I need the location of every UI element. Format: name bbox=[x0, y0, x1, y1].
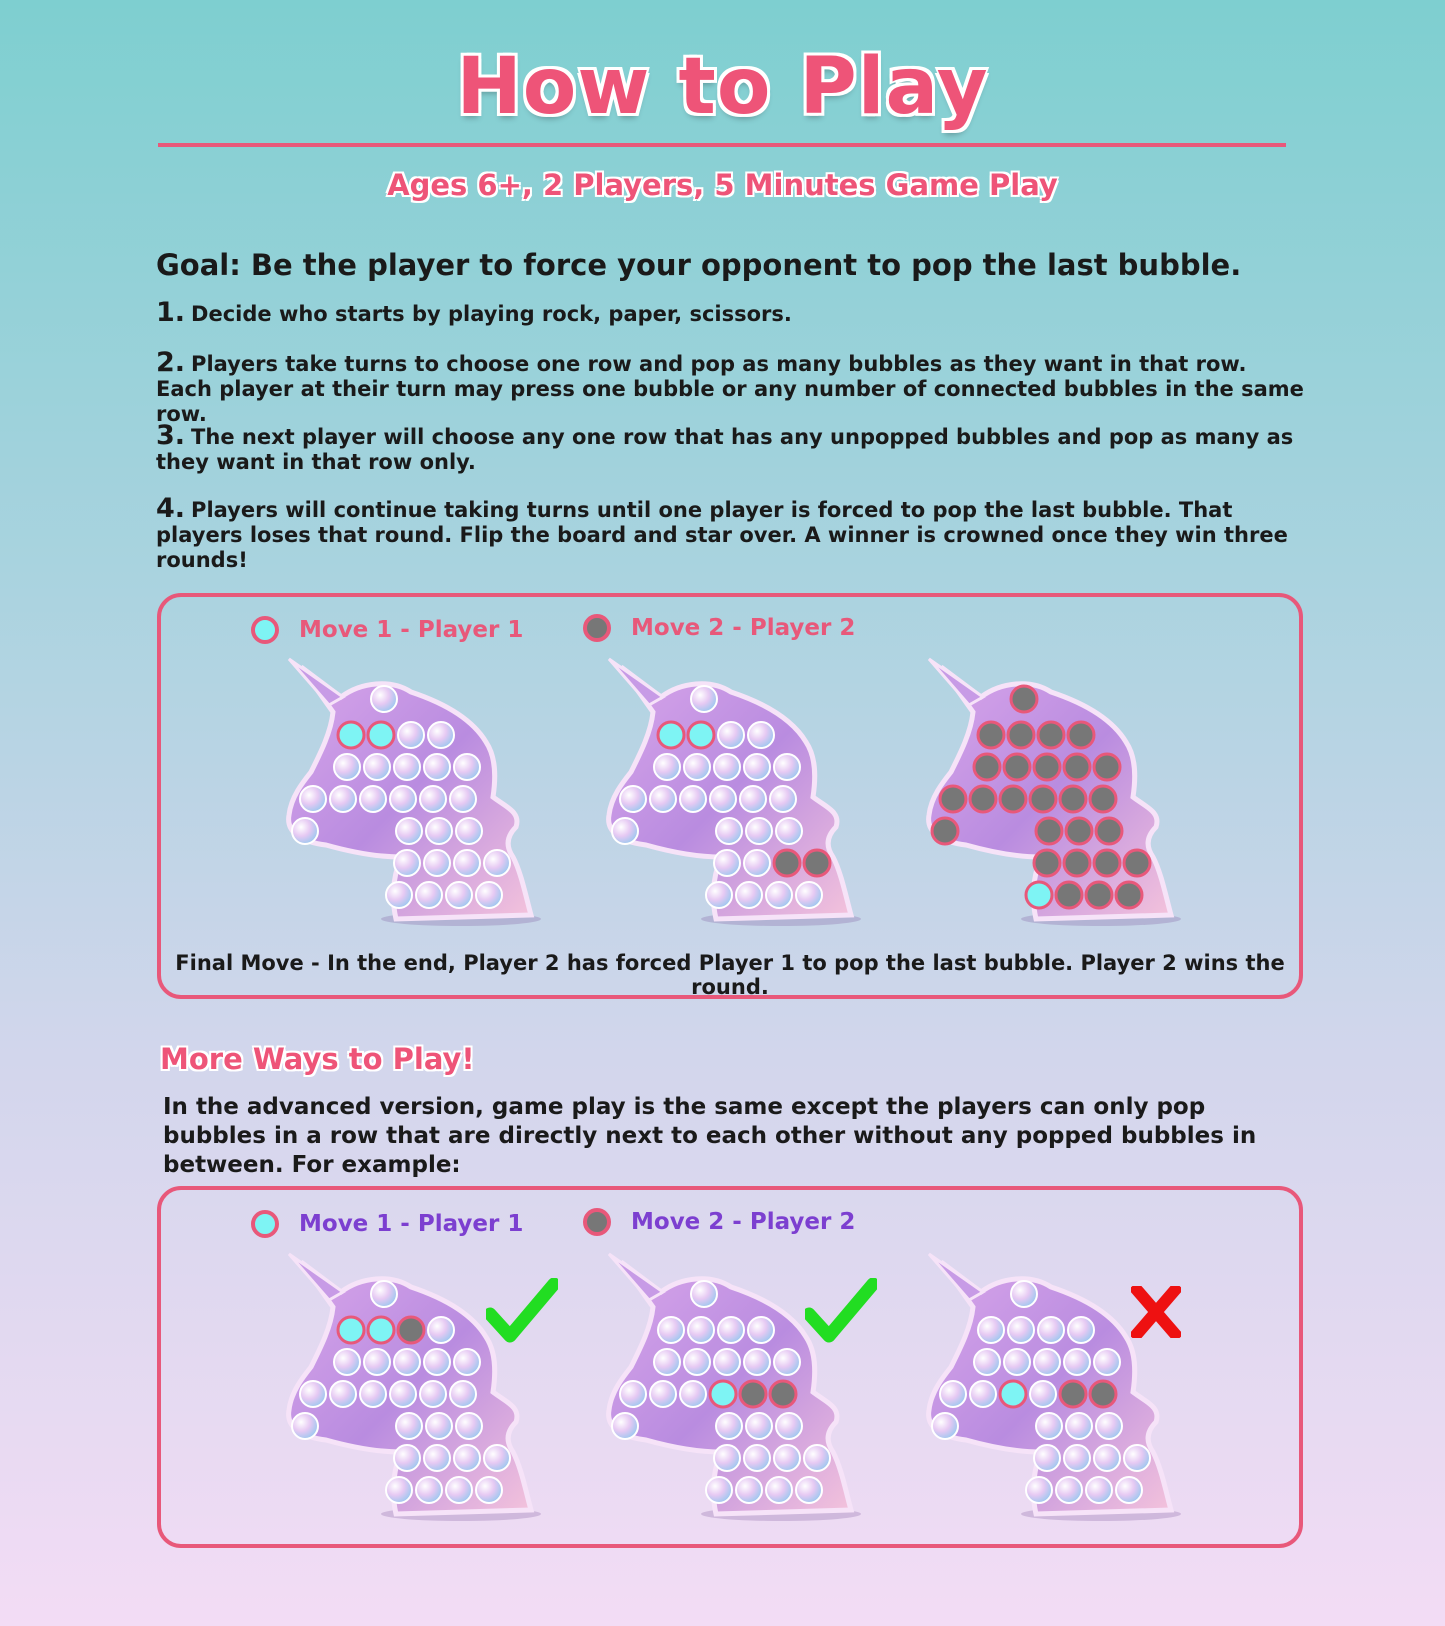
bubble bbox=[394, 754, 420, 780]
bubble bbox=[1034, 1445, 1060, 1471]
player-2-dot-icon bbox=[583, 614, 611, 642]
bubble bbox=[476, 1477, 502, 1503]
bubble bbox=[718, 1317, 744, 1343]
bubble bbox=[338, 1317, 364, 1343]
unicorn-horn bbox=[929, 659, 983, 705]
bubble bbox=[974, 754, 1000, 780]
bubble bbox=[744, 850, 770, 876]
bubble bbox=[714, 1349, 740, 1375]
bubble bbox=[691, 1281, 717, 1307]
bubble bbox=[484, 850, 510, 876]
bubble bbox=[744, 754, 770, 780]
bubble bbox=[770, 786, 796, 812]
rule-step-4 bbox=[156, 493, 1306, 573]
bubble bbox=[416, 882, 442, 908]
bubble bbox=[1116, 882, 1142, 908]
bubble bbox=[446, 1477, 472, 1503]
bubble bbox=[394, 1349, 420, 1375]
bubble bbox=[424, 754, 450, 780]
bubble bbox=[1096, 818, 1122, 844]
bubble bbox=[932, 818, 958, 844]
bubble bbox=[620, 1381, 646, 1407]
bubble bbox=[714, 754, 740, 780]
unicorn-horn bbox=[289, 1254, 343, 1300]
bubble bbox=[744, 1445, 770, 1471]
bubble bbox=[338, 722, 364, 748]
bubble bbox=[974, 1349, 1000, 1375]
bubble bbox=[766, 882, 792, 908]
bubble bbox=[1124, 1445, 1150, 1471]
bubble bbox=[774, 1445, 800, 1471]
check-icon bbox=[486, 1278, 558, 1344]
bubble bbox=[1008, 1317, 1034, 1343]
bubble bbox=[446, 882, 472, 908]
bubble bbox=[398, 1317, 424, 1343]
step-text: Decide who starts by playing rock, paper, scissors. bbox=[191, 302, 792, 326]
bubble bbox=[776, 818, 802, 844]
step-text: The next player will choose any one row that has any unpopped bubbles and pop as many as they want in that row only. bbox=[156, 425, 1294, 474]
bubble bbox=[1008, 722, 1034, 748]
rule-step-2 bbox=[156, 347, 1306, 427]
example-panel-advanced bbox=[157, 1186, 1303, 1548]
bubble bbox=[736, 882, 762, 908]
bubble bbox=[978, 1317, 1004, 1343]
bubble bbox=[1036, 818, 1062, 844]
bubble bbox=[360, 1381, 386, 1407]
step-text: Players will continue taking turns until one player is forced to pop the last bubble. That players loses that round. Flip the board and star over. A winner is crowned once they win three rounds! bbox=[156, 498, 1288, 572]
page-title: How to Play bbox=[456, 42, 989, 132]
unicorn-board-final bbox=[921, 657, 1191, 927]
unicorn-board-move-2 bbox=[601, 657, 871, 927]
bubble bbox=[420, 1381, 446, 1407]
bubble bbox=[371, 1281, 397, 1307]
bubble bbox=[714, 1445, 740, 1471]
bubble bbox=[612, 818, 638, 844]
step-number: 4. bbox=[156, 493, 186, 524]
bubble bbox=[454, 1445, 480, 1471]
bubble bbox=[1064, 754, 1090, 780]
bubble bbox=[450, 786, 476, 812]
bubble bbox=[804, 850, 830, 876]
bubble bbox=[1004, 754, 1030, 780]
bubble bbox=[680, 1381, 706, 1407]
bubble bbox=[1060, 786, 1086, 812]
bubble bbox=[1004, 1349, 1030, 1375]
bubble bbox=[420, 786, 446, 812]
bubble bbox=[654, 1349, 680, 1375]
bubble bbox=[706, 1477, 732, 1503]
bubble bbox=[684, 754, 710, 780]
player-2-dot-icon bbox=[583, 1208, 611, 1236]
check-icon bbox=[805, 1278, 877, 1344]
bubble bbox=[718, 722, 744, 748]
bubble bbox=[1026, 1477, 1052, 1503]
bubble bbox=[1030, 786, 1056, 812]
bubble bbox=[766, 1477, 792, 1503]
bubble bbox=[1038, 722, 1064, 748]
bubble bbox=[1094, 754, 1120, 780]
bubble bbox=[334, 754, 360, 780]
bubble bbox=[426, 818, 452, 844]
bubble bbox=[650, 786, 676, 812]
bubble bbox=[1000, 786, 1026, 812]
bubble bbox=[1034, 850, 1060, 876]
bubble bbox=[454, 850, 480, 876]
bubble bbox=[330, 1381, 356, 1407]
bubble bbox=[1011, 1281, 1037, 1307]
bubble bbox=[456, 818, 482, 844]
unicorn-horn bbox=[609, 1254, 663, 1300]
bubble bbox=[710, 786, 736, 812]
bubble bbox=[1086, 1477, 1112, 1503]
bubble bbox=[740, 1381, 766, 1407]
bubble bbox=[658, 1317, 684, 1343]
bubble bbox=[940, 786, 966, 812]
unicorn-board-move-1 bbox=[281, 657, 551, 927]
rule-step-1 bbox=[156, 297, 1306, 328]
bubble bbox=[428, 1317, 454, 1343]
bubble bbox=[292, 818, 318, 844]
step-text: Players take turns to choose one row and pop as many bubbles as they want in that row. Each player at their turn may press one bubble or any number of connected bubbles in the same row. bbox=[156, 352, 1304, 426]
bubble bbox=[748, 1317, 774, 1343]
bubble bbox=[796, 882, 822, 908]
bubble bbox=[796, 1477, 822, 1503]
bubble bbox=[684, 1349, 710, 1375]
bubble bbox=[714, 850, 740, 876]
bubble bbox=[1094, 850, 1120, 876]
bubble bbox=[371, 686, 397, 712]
unicorn-horn bbox=[609, 659, 663, 705]
bubble bbox=[970, 1381, 996, 1407]
bubble bbox=[368, 722, 394, 748]
bubble bbox=[706, 882, 732, 908]
step-number: 1. bbox=[156, 297, 186, 328]
bubble bbox=[710, 1381, 736, 1407]
bubble bbox=[748, 722, 774, 748]
bubble bbox=[736, 1477, 762, 1503]
bubble bbox=[1000, 1381, 1026, 1407]
bubble bbox=[774, 1349, 800, 1375]
bubble bbox=[691, 686, 717, 712]
more-ways-title: More Ways to Play! bbox=[160, 1042, 475, 1076]
bubble bbox=[360, 786, 386, 812]
bubble bbox=[1094, 1445, 1120, 1471]
more-ways-text: In the advanced version, game play is the same except the players can only pop bubbles in a row that are directly next to each other without any popped bubbles in between. For example: bbox=[163, 1094, 1257, 1178]
bubble bbox=[970, 786, 996, 812]
example-caption: Final Move - In the end, Player 2 has forced Player 1 to pop the last bubble. Player 2 wins the round. bbox=[175, 951, 1285, 999]
bubble bbox=[688, 1317, 714, 1343]
bubble bbox=[612, 1413, 638, 1439]
player-1-dot-icon bbox=[251, 1210, 279, 1238]
bubble bbox=[424, 1349, 450, 1375]
bubble bbox=[334, 1349, 360, 1375]
bubble bbox=[1090, 786, 1116, 812]
bubble bbox=[394, 1445, 420, 1471]
bubble bbox=[804, 1445, 830, 1471]
bubble bbox=[1030, 1381, 1056, 1407]
bubble bbox=[454, 754, 480, 780]
bubble bbox=[1094, 1349, 1120, 1375]
bubble bbox=[1026, 882, 1052, 908]
legend-move-1 bbox=[251, 1210, 523, 1238]
bubble bbox=[330, 786, 356, 812]
bubble bbox=[386, 882, 412, 908]
bubble bbox=[680, 786, 706, 812]
bubble bbox=[364, 754, 390, 780]
bubble bbox=[1011, 686, 1037, 712]
bubble bbox=[484, 1445, 510, 1471]
bubble bbox=[716, 1413, 742, 1439]
legend-label: Move 1 - Player 1 bbox=[299, 1211, 524, 1237]
bubble bbox=[1064, 1445, 1090, 1471]
bubble bbox=[1096, 1413, 1122, 1439]
bubble bbox=[1064, 1349, 1090, 1375]
bubble bbox=[1034, 754, 1060, 780]
legend-label: Move 2 - Player 2 bbox=[631, 615, 856, 641]
bubble bbox=[300, 1381, 326, 1407]
bubble bbox=[396, 818, 422, 844]
bubble bbox=[978, 722, 1004, 748]
bubble bbox=[450, 1381, 476, 1407]
goal-text: Goal: Be the player to force your opponent to pop the last bubble. bbox=[156, 248, 1242, 282]
unicorn-horn bbox=[929, 1254, 983, 1300]
step-number: 3. bbox=[156, 420, 186, 451]
bubble bbox=[386, 1477, 412, 1503]
bubble bbox=[688, 722, 714, 748]
bubble bbox=[1066, 1413, 1092, 1439]
bubble bbox=[940, 1381, 966, 1407]
bubble bbox=[454, 1349, 480, 1375]
bubble bbox=[1066, 818, 1092, 844]
bubble bbox=[1034, 1349, 1060, 1375]
bubble bbox=[398, 722, 424, 748]
bubble bbox=[654, 754, 680, 780]
bubble bbox=[1056, 1477, 1082, 1503]
bubble bbox=[390, 786, 416, 812]
bubble bbox=[746, 1413, 772, 1439]
bubble bbox=[1038, 1317, 1064, 1343]
bubble bbox=[1060, 1381, 1086, 1407]
legend-label: Move 1 - Player 1 bbox=[299, 617, 524, 643]
bubble bbox=[476, 882, 502, 908]
step-number: 2. bbox=[156, 347, 186, 378]
bubble bbox=[1068, 722, 1094, 748]
bubble bbox=[1086, 882, 1112, 908]
bubble bbox=[300, 786, 326, 812]
bubble bbox=[776, 1413, 802, 1439]
bubble bbox=[1116, 1477, 1142, 1503]
bubble bbox=[1036, 1413, 1062, 1439]
legend-move-1 bbox=[251, 616, 523, 644]
bubble bbox=[746, 818, 772, 844]
bubble bbox=[1056, 882, 1082, 908]
bubble bbox=[396, 1413, 422, 1439]
bubble bbox=[774, 754, 800, 780]
bubble bbox=[426, 1413, 452, 1439]
bubble bbox=[770, 1381, 796, 1407]
legend-move-2 bbox=[583, 614, 855, 642]
bubble bbox=[368, 1317, 394, 1343]
player-1-dot-icon bbox=[251, 616, 279, 644]
bubble bbox=[416, 1477, 442, 1503]
bubble bbox=[1090, 1381, 1116, 1407]
bubble bbox=[394, 850, 420, 876]
bubble bbox=[932, 1413, 958, 1439]
legend-label: Move 2 - Player 2 bbox=[631, 1209, 856, 1235]
bubble bbox=[744, 1349, 770, 1375]
bubble bbox=[716, 818, 742, 844]
cross-icon bbox=[1131, 1286, 1181, 1338]
bubble bbox=[1064, 850, 1090, 876]
bubble bbox=[456, 1413, 482, 1439]
bubble bbox=[424, 850, 450, 876]
unicorn-horn bbox=[289, 659, 343, 705]
bubble bbox=[424, 1445, 450, 1471]
rule-step-3 bbox=[156, 420, 1306, 475]
example-panel-basic bbox=[157, 593, 1303, 999]
bubble bbox=[292, 1413, 318, 1439]
bubble bbox=[774, 850, 800, 876]
legend-move-2 bbox=[583, 1208, 855, 1236]
bubble bbox=[650, 1381, 676, 1407]
bubble bbox=[1068, 1317, 1094, 1343]
bubble bbox=[1124, 850, 1150, 876]
bubble bbox=[428, 722, 454, 748]
bubble bbox=[620, 786, 646, 812]
bubble bbox=[740, 786, 766, 812]
bubble bbox=[658, 722, 684, 748]
title-divider bbox=[158, 143, 1286, 147]
bubble bbox=[364, 1349, 390, 1375]
bubble bbox=[390, 1381, 416, 1407]
page-subtitle: Ages 6+, 2 Players, 5 Minutes Game Play bbox=[387, 168, 1058, 202]
